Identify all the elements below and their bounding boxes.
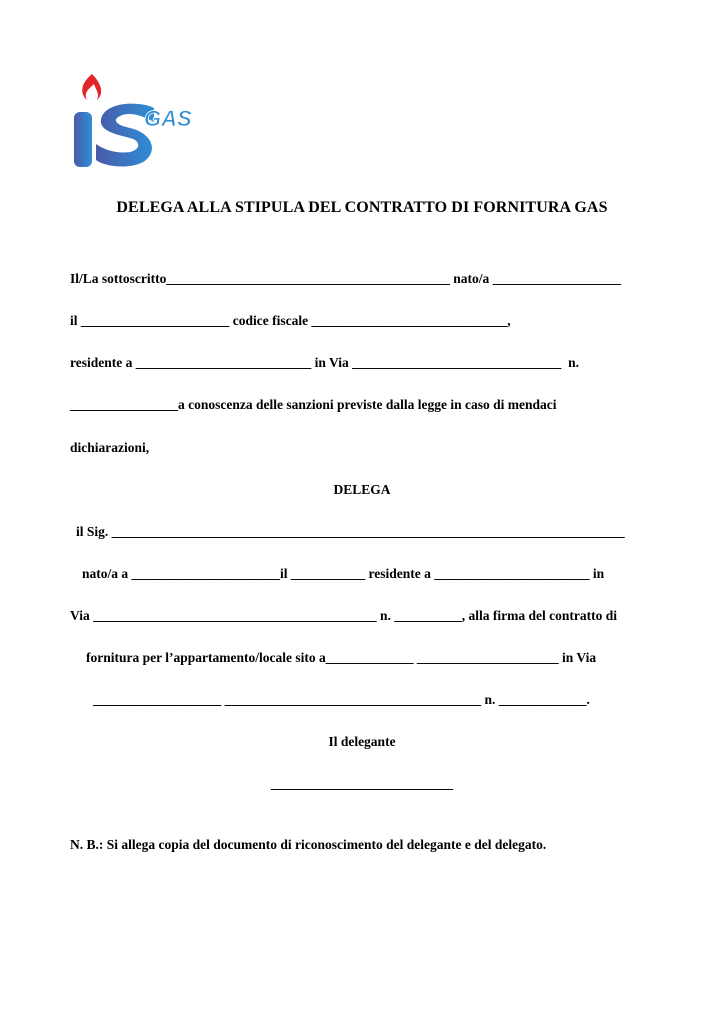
- field-line-codice-fiscale: il ______________________ codice fiscale _____________________________,: [70, 313, 511, 328]
- flame-icon: [82, 74, 101, 100]
- field-line-nato-a: nato/a a ______________________il ___________ residente a _______________________ in: [82, 566, 605, 581]
- document-title: DELEGA ALLA STIPULA DEL CONTRATTO DI FORNITURA GAS: [116, 199, 608, 216]
- isgas-logo: [70, 72, 200, 172]
- logo-gas-text: GAS: [144, 106, 192, 131]
- field-line-residenza: residente a __________________________ in Via _______________________________ n.: [70, 355, 580, 370]
- delegante-signature-line: ___________________________: [270, 776, 454, 791]
- logo-i-stem: [74, 112, 92, 167]
- field-line-fornitura: fornitura per l’appartamento/locale sito a_____________ _____________________ in Via: [86, 650, 597, 665]
- field-line-sig: il Sig. ____________________________________________________________________________: [76, 524, 625, 539]
- field-line-via-firma: Via __________________________________________ n. __________, alla firma del contratto di: [70, 608, 617, 623]
- delegante-label: Il delegante: [328, 734, 396, 749]
- field-line-via-numero: ___________________ ______________________________________ n. _____________.: [93, 692, 590, 707]
- nota-bene: N. B.: Si allega copia del documento di riconoscimento del delegante e del delegato.: [70, 837, 547, 852]
- field-line-conoscenza: ________________a conoscenza delle sanzioni previste dalla legge in caso di mendaci: [70, 397, 557, 412]
- field-line-sottoscritto: Il/La sottoscritto__________________________________________ nato/a ___________________: [70, 271, 621, 286]
- field-line-dichiarazioni: dichiarazioni,: [70, 440, 150, 455]
- delega-heading: DELEGA: [333, 482, 391, 497]
